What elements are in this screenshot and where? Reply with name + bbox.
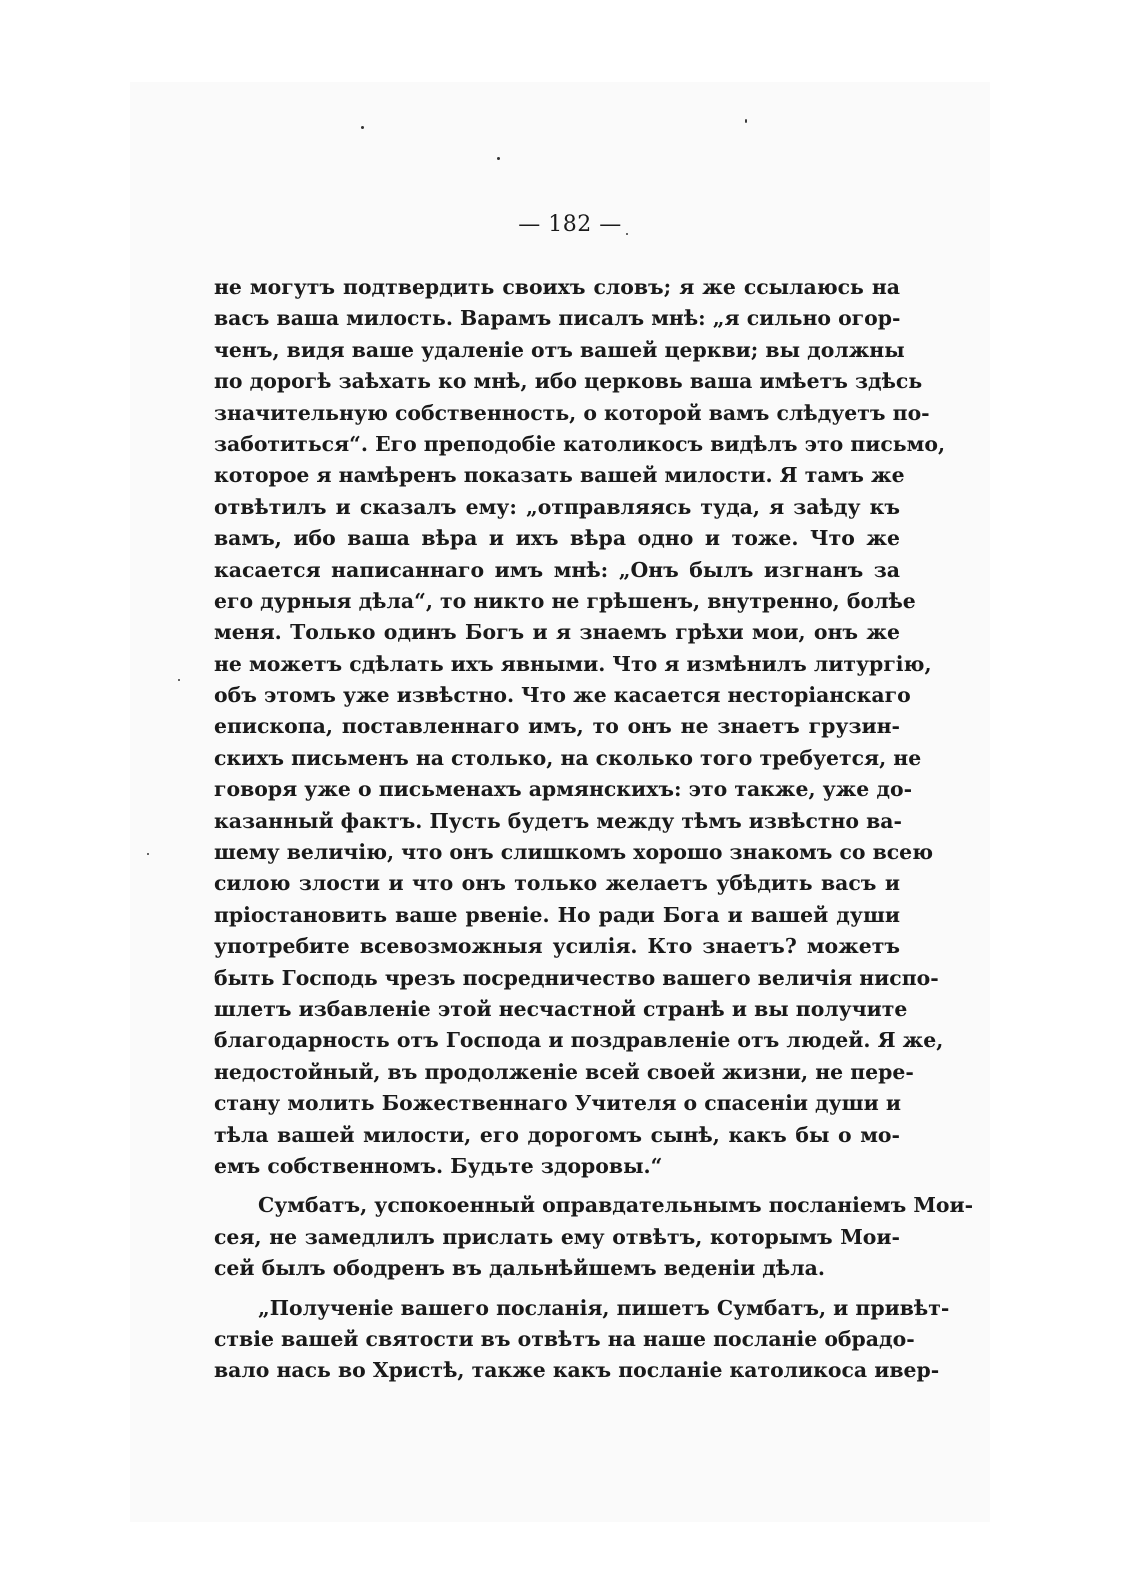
text-line: не могутъ подтвердить своихъ словъ; я же ссылаюсь на xyxy=(214,275,900,299)
scan-speck xyxy=(745,119,747,123)
text-line: говоря уже о письменахъ армянскихъ: это также, уже до- xyxy=(214,777,913,802)
text-line: пріостановить ваше рвеніе. Но ради Бога и вашей души xyxy=(214,902,900,927)
text-line: по дорогѣ заѣхать ко мнѣ, ибо церковь ваша имѣетъ здѣсь xyxy=(214,369,923,394)
text-line: меня. Только одинъ Богъ и я знаемъ грѣхи мои, онъ же xyxy=(214,620,900,645)
scan-speck xyxy=(178,679,180,681)
text-line: которое я намѣренъ показать вашей милости. Я тамъ же xyxy=(214,463,905,488)
body-text xyxy=(214,272,974,1387)
text-line: отвѣтилъ и сказалъ ему: „отправляясь туда, я заѣду къ xyxy=(214,494,900,519)
text-line: быть Господь чрезъ посредничество вашего величія ниспо- xyxy=(214,965,939,990)
paragraph-gap xyxy=(214,1285,900,1293)
text-line: объ этомъ уже извѣстно. Что же касается несторіанскаго xyxy=(214,683,911,708)
paragraph-gap xyxy=(214,1182,900,1190)
text-line: Сумбатъ, успокоенный оправдательнымъ посланіемъ Мои- xyxy=(258,1193,974,1218)
paragraph xyxy=(214,1293,950,1387)
text-line: казанный фактъ. Пусть будетъ между тѣмъ извѣстно ва- xyxy=(214,808,902,833)
text-line: силою злости и что онъ только желаетъ убѣдить васъ и xyxy=(214,871,900,896)
text-line: „Полученіе вашего посланія, пишетъ Сумбатъ, и привѣт- xyxy=(258,1295,950,1320)
text-line: употребите всевозможныя усилія. Кто знаетъ? можетъ xyxy=(214,934,900,959)
scan-speck xyxy=(497,157,500,160)
text-line: емъ собственномъ. Будьте здоровы.“ xyxy=(214,1153,663,1178)
paragraph xyxy=(214,272,946,1182)
scan-speck xyxy=(361,126,364,129)
scan-speck xyxy=(147,853,149,855)
text-line: васъ ваша милость. Варамъ писалъ мнѣ: „я сильно огор- xyxy=(214,306,901,331)
text-line: шлетъ избавленіе этой несчастной странѣ и вы получите xyxy=(214,996,908,1021)
text-line: не можетъ сдѣлать ихъ явными. Что я измѣнилъ литургію, xyxy=(214,651,932,676)
text-line: заботиться“. Его преподобіе католикосъ видѣлъ это письмо, xyxy=(214,431,946,456)
text-line: тѣла вашей милости, его дорогомъ сынѣ, какъ бы о мо- xyxy=(214,1122,900,1147)
text-line: епископа, поставленнаго имъ, то онъ не знаетъ грузин- xyxy=(214,714,900,739)
text-line: сея, не замедлилъ прислать ему отвѣтъ, которымъ Мои- xyxy=(214,1224,900,1249)
text-line: его дурныя дѣла“, то никто не грѣшенъ, внутренно, болѣе xyxy=(214,588,916,613)
text-line: вамъ, ибо ваша вѣра и ихъ вѣра одно и тоже. Что же xyxy=(214,526,900,551)
text-line: сей былъ ободренъ въ дальнѣйшемъ веденіи дѣла. xyxy=(214,1256,825,1281)
text-line: ченъ, видя ваше удаленіе отъ вашей церкви; вы должны xyxy=(214,337,905,362)
text-line: вало нась во Христѣ, также какъ посланіе католикоса ивер- xyxy=(214,1358,940,1383)
page-number: — 182 — xyxy=(518,212,622,237)
paragraph xyxy=(214,1190,974,1284)
text-line: скихъ письменъ на столько, на сколько того требуется, не xyxy=(214,745,922,770)
text-line: ствіе вашей святости въ отвѣтъ на наше посланіе обрадо- xyxy=(214,1326,915,1351)
text-line: касается написаннаго имъ мнѣ: „Онъ былъ изгнанъ за xyxy=(214,557,900,582)
text-line: шему величію, что онъ слишкомъ хорошо знакомъ со всею xyxy=(214,840,934,865)
text-line: недостойный, въ продолженіе всей своей жизни, не пере- xyxy=(214,1059,914,1084)
text-line: благодарность отъ Господа и поздравленіе отъ людей. Я же, xyxy=(214,1028,944,1053)
text-line: значительную собственность, о которой вамъ слѣдуетъ по- xyxy=(214,400,930,425)
text-line: стану молить Божественнаго Учителя о спасеніи души и xyxy=(214,1091,901,1116)
